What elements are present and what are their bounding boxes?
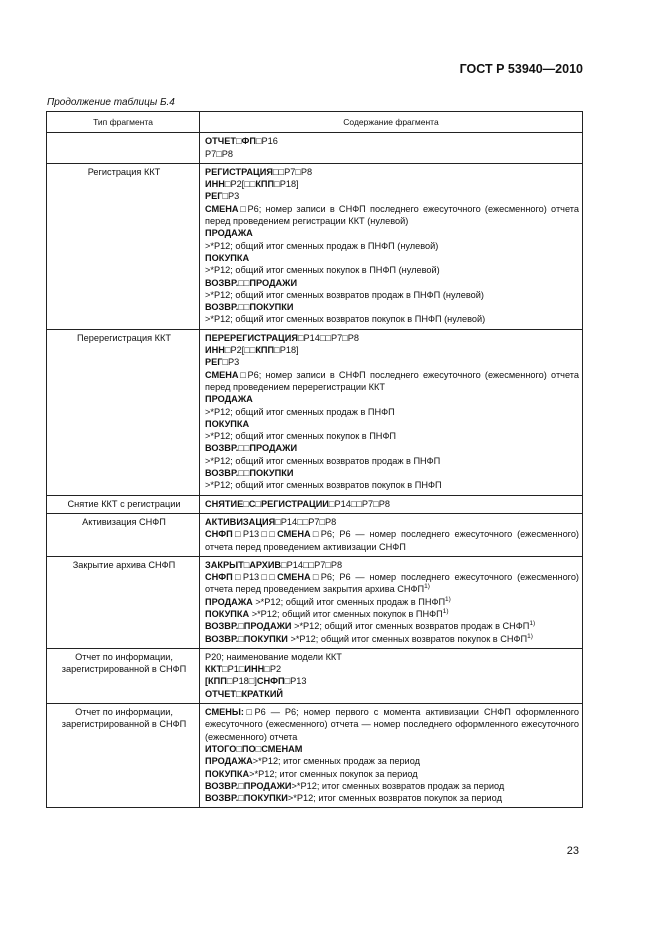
keyword-text: СМЕНА□ xyxy=(205,203,248,214)
content-line xyxy=(205,264,579,276)
fragment-type-cell: Отчет по информации, зарегистрированной в СНФП xyxy=(47,648,200,703)
content-text: P7□P8 xyxy=(284,166,313,177)
content-text: >*P12; общий итог сменных возвратов продаж в СНФП xyxy=(294,621,530,632)
content-text: P18] xyxy=(279,345,299,356)
content-text: P2[□□ xyxy=(230,345,256,356)
keyword-text: ИТОГО□ПО□СМЕНАМ xyxy=(205,743,303,754)
footnote-mark: 1) xyxy=(445,595,451,603)
keyword-text: ОТЧЕТ□КРАТКИЙ xyxy=(205,688,284,699)
content-text: >*P12; итог сменных возвратов продаж за период xyxy=(291,780,505,791)
keyword-text: СНФП□ xyxy=(205,572,243,583)
content-text: >*P12; общий итог сменных покупок в ПНФП (нулевой) xyxy=(205,265,440,276)
content-line xyxy=(205,651,579,663)
content-line xyxy=(205,675,579,687)
content-line xyxy=(205,227,579,239)
keyword-text: РЕГ□ xyxy=(205,357,229,368)
content-line xyxy=(205,479,579,491)
content-line xyxy=(205,442,579,454)
content-line xyxy=(205,633,579,645)
fragment-type-cell: Закрытие архива СНФП xyxy=(47,556,200,648)
content-text: P14□□P7□P8 xyxy=(280,516,337,527)
fragment-content-cell xyxy=(200,648,583,703)
content-text: >*P12; общий итог сменных возвратов покупок в СНФП xyxy=(290,633,528,644)
content-text: P16 xyxy=(261,136,278,147)
content-line xyxy=(205,277,579,289)
content-line xyxy=(205,418,579,430)
content-text: P18] xyxy=(279,179,299,190)
content-line xyxy=(205,203,579,228)
table-row xyxy=(47,495,583,513)
keyword-text: СМЕНА□ xyxy=(205,369,248,380)
table-header-row xyxy=(47,112,583,133)
keyword-text: ВОЗВР.□ПОКУПКИ xyxy=(205,633,291,644)
footnote-mark: 1) xyxy=(529,620,536,628)
content-text: P13□□ xyxy=(242,529,278,540)
keyword-text: СМЕНА□ xyxy=(277,529,321,540)
keyword-text: ЗАКРЫТ□АРХИВ□ xyxy=(205,559,287,570)
keyword-text: ИНН□ xyxy=(205,345,231,356)
fragment-type-cell: Отчет по информации, зарегистрированной в СНФП xyxy=(47,704,200,808)
keyword-text: КПП□ xyxy=(255,179,280,190)
content-text: P2[□□ xyxy=(230,179,256,190)
column-header-content: Содержание фрагмента xyxy=(200,112,583,133)
keyword-text: РЕГ□ xyxy=(205,191,229,202)
content-text: P20; наименование модели ККТ xyxy=(205,651,342,662)
content-line xyxy=(205,706,579,743)
content-line xyxy=(205,571,579,596)
fragment-table xyxy=(46,111,583,808)
footnote-mark: 1) xyxy=(442,607,449,615)
keyword-text: РЕГИСТРАЦИЯ□□ xyxy=(205,166,285,177)
keyword-text: СНФП□ xyxy=(256,676,291,687)
keyword-text: ПРОДАЖА xyxy=(205,756,253,767)
content-line xyxy=(205,768,579,780)
content-line xyxy=(205,240,579,252)
content-line xyxy=(205,780,579,792)
content-text: P14□□P7□P8 xyxy=(334,498,390,509)
content-line xyxy=(205,313,579,325)
table-row xyxy=(47,704,583,808)
content-text: >*P12; общий итог сменных покупок в ПНФП xyxy=(205,431,397,442)
fragment-content-cell xyxy=(200,329,583,495)
keyword-text: ВОЗВР.□□ПРОДАЖИ xyxy=(205,443,298,454)
table-caption: Продолжение таблицы Б.4 xyxy=(47,97,175,108)
keyword-text: ПРОДАЖА xyxy=(205,228,253,239)
content-text: P7□P8 xyxy=(205,148,234,159)
content-text: >*P12; общий итог сменных возвратов покупок в ПНФП (нулевой) xyxy=(205,314,486,325)
content-text: >*P12; общий итог сменных продаж в ПНФП xyxy=(255,596,446,607)
content-line xyxy=(205,620,579,632)
keyword-text: [КПП□ xyxy=(205,676,233,687)
content-text: >*P12; итог сменных продаж за период xyxy=(252,756,420,767)
content-text: >*P12; общий итог сменных возвратов покупок в ПНФП xyxy=(205,480,442,491)
content-line xyxy=(205,332,579,344)
content-line xyxy=(205,516,579,528)
footnote-mark: 1) xyxy=(424,583,430,591)
content-line xyxy=(205,528,579,553)
keyword-text: ВОЗВР.□□ПОКУПКИ xyxy=(205,302,294,313)
content-line xyxy=(205,178,579,190)
content-line xyxy=(205,743,579,755)
keyword-text: АКТИВИЗАЦИЯ□ xyxy=(205,516,281,527)
table-row xyxy=(47,556,583,648)
fragment-type-cell xyxy=(47,133,200,164)
content-line xyxy=(205,596,579,608)
keyword-text: ВОЗВР.□□ПОКУПКИ xyxy=(205,468,294,479)
content-line xyxy=(205,498,579,510)
keyword-text: ИНН□ xyxy=(205,179,231,190)
fragment-content-cell xyxy=(200,513,583,556)
content-text: P6; P6 — номер последнего ежесуточного (ежесменного) отчета перед проведением активизации СНФП xyxy=(205,529,579,552)
content-text: P14□□P7□P8 xyxy=(303,332,359,343)
content-text: P13 xyxy=(290,676,307,687)
content-line xyxy=(205,289,579,301)
content-text: P3 xyxy=(228,191,240,202)
keyword-text: ВОЗВР.□ПОКУПКИ xyxy=(205,793,288,804)
content-line xyxy=(205,467,579,479)
content-text: P2 xyxy=(269,664,282,675)
content-line xyxy=(205,344,579,356)
content-text: P6; P6 — номер последнего ежесуточного (ежесменного) отчета перед проведением закрытия архива СНФП xyxy=(205,572,579,595)
content-line xyxy=(205,406,579,418)
content-line xyxy=(205,190,579,202)
content-line xyxy=(205,369,579,394)
keyword-text: СНФП□ xyxy=(205,529,243,540)
page-number: 23 xyxy=(566,845,579,857)
fragment-content-cell xyxy=(200,704,583,808)
table-row xyxy=(47,133,583,164)
content-line xyxy=(205,252,579,264)
column-header-type: Тип фрагмента xyxy=(47,112,200,133)
keyword-text: СМЕНЫ:□ xyxy=(205,707,255,718)
content-text: >*P12; общий итог сменных продаж в ПНФП (нулевой) xyxy=(205,240,439,251)
fragment-content-cell xyxy=(200,133,583,164)
content-text: >*P12; общий итог сменных покупок в ПНФП xyxy=(251,608,443,619)
content-line xyxy=(205,356,579,368)
fragment-type-cell: Перерегистрация ККТ xyxy=(47,329,200,495)
content-line xyxy=(205,148,579,160)
content-line xyxy=(205,559,579,571)
fragment-type-cell: Снятие ККТ с регистрации xyxy=(47,495,200,513)
document-code: ГОСТ Р 53940—2010 xyxy=(459,62,583,76)
content-text: P6; номер записи в СНФП последнего ежесуточного (ежесменного) отчета перед проведением перерегистрации ККТ xyxy=(205,369,579,392)
keyword-text: ПОКУПКА xyxy=(205,608,252,619)
content-text: P1□ xyxy=(227,664,245,675)
content-text: P3 xyxy=(228,357,240,368)
content-line xyxy=(205,663,579,675)
keyword-text: ПОКУПКА xyxy=(205,252,250,263)
fragment-content-cell xyxy=(200,556,583,648)
content-line xyxy=(205,688,579,700)
content-line xyxy=(205,455,579,467)
table-row xyxy=(47,648,583,703)
keyword-text: ККТ□ xyxy=(205,664,228,675)
keyword-text: ПОКУПКА xyxy=(205,768,250,779)
keyword-text: ИНН□ xyxy=(244,664,270,675)
table-row xyxy=(47,163,583,329)
keyword-text: ПОКУПКА xyxy=(205,418,250,429)
keyword-text: ВОЗВР.□ПРОДАЖИ xyxy=(205,621,295,632)
keyword-text: ВОЗВР.□ПРОДАЖИ xyxy=(205,780,292,791)
keyword-text: КПП□ xyxy=(255,345,280,356)
content-text: P6 — P6; номер первого с момента активизации СНФП оформленного ежесуточного (ежесменного) отчета — номер последнего оформленного ежесуточного (ежесменного) отчета xyxy=(205,707,579,742)
table-row xyxy=(47,329,583,495)
content-line xyxy=(205,430,579,442)
keyword-text: ПЕРЕРЕГИСТРАЦИЯ□ xyxy=(205,332,304,343)
keyword-text: СНЯТИЕ□С□РЕГИСТРАЦИИ□ xyxy=(205,498,335,509)
content-line xyxy=(205,755,579,767)
keyword-text: ПРОДАЖА xyxy=(205,394,253,405)
footnote-mark: 1) xyxy=(527,632,533,640)
content-text: >*P12; итог сменных покупок за период xyxy=(249,768,418,779)
content-line xyxy=(205,792,579,804)
content-line xyxy=(205,301,579,313)
content-text: P18□] xyxy=(232,676,257,687)
keyword-text: ВОЗВР.□□ПРОДАЖИ xyxy=(205,277,298,288)
table-row xyxy=(47,513,583,556)
content-line xyxy=(205,135,579,147)
content-line xyxy=(205,166,579,178)
fragment-type-cell: Регистрация ККТ xyxy=(47,163,200,329)
keyword-text: ПРОДАЖА xyxy=(205,596,256,607)
content-text: P13□□ xyxy=(242,572,278,583)
fragment-type-cell: Активизация СНФП xyxy=(47,513,200,556)
content-line xyxy=(205,393,579,405)
content-text: >*P12; итог сменных возвратов покупок за период xyxy=(287,793,502,804)
content-text: >*P12; общий итог сменных возвратов продаж в ПНФП (нулевой) xyxy=(205,289,484,300)
keyword-text: ОТЧЕТ□ФП□ xyxy=(205,136,262,147)
content-line xyxy=(205,608,579,620)
content-text: >*P12; общий итог сменных продаж в ПНФП xyxy=(205,406,395,417)
keyword-text: СМЕНА□ xyxy=(277,572,321,583)
fragment-content-cell xyxy=(200,163,583,329)
content-text: P14□□P7□P8 xyxy=(286,559,343,570)
content-text: P6; номер записи в СНФП последнего ежесуточного (ежесменного) отчета перед проведением регистрации ККТ (нулевой) xyxy=(205,203,579,227)
content-text: >*P12; общий итог сменных возвратов продаж в ПНФП xyxy=(205,455,441,466)
fragment-content-cell xyxy=(200,495,583,513)
